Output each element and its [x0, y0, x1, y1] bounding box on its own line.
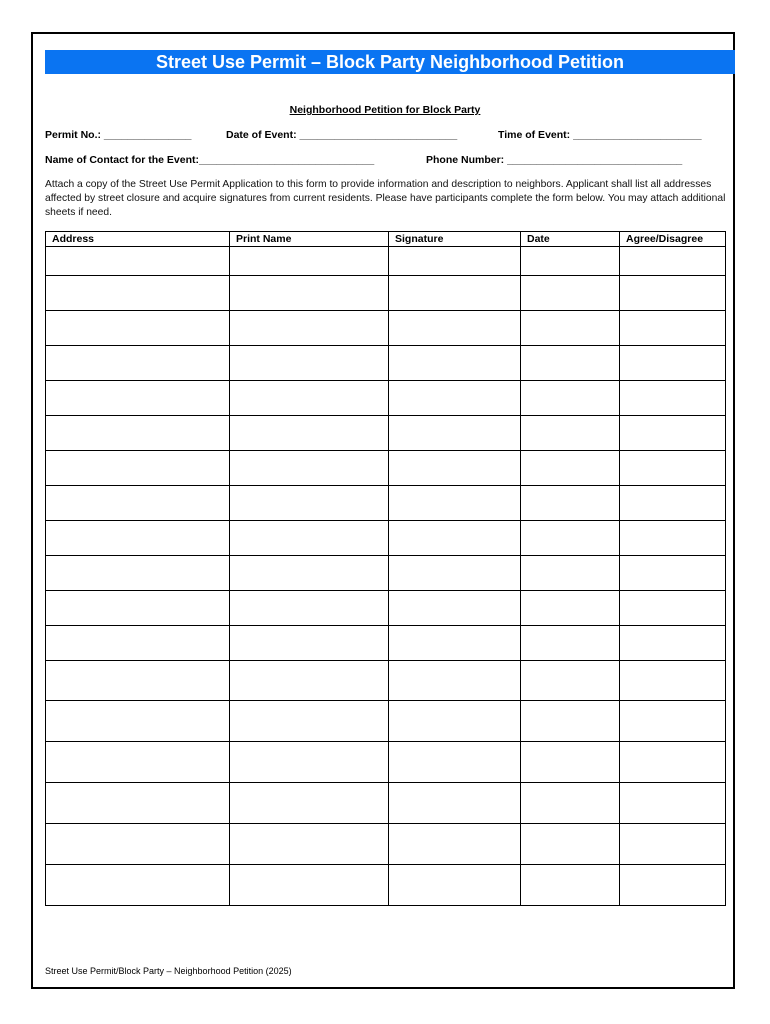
signature-cell[interactable] — [389, 824, 521, 865]
petition-table — [45, 231, 726, 906]
column-header-signature: Signature — [389, 232, 521, 247]
table-row — [46, 824, 726, 865]
date-cell[interactable] — [521, 311, 620, 346]
signature-cell[interactable] — [389, 783, 521, 824]
address-cell[interactable] — [46, 742, 230, 783]
date-cell[interactable] — [521, 701, 620, 742]
address-cell[interactable] — [46, 486, 230, 521]
agree-disagree-cell[interactable] — [620, 556, 726, 591]
table-row — [46, 521, 726, 556]
address-cell[interactable] — [46, 276, 230, 311]
date-cell[interactable] — [521, 824, 620, 865]
signature-cell[interactable] — [389, 865, 521, 906]
print-name-cell[interactable] — [230, 556, 389, 591]
address-cell[interactable] — [46, 783, 230, 824]
signature-cell[interactable] — [389, 486, 521, 521]
print-name-cell[interactable] — [230, 701, 389, 742]
date-cell[interactable] — [521, 451, 620, 486]
signature-cell[interactable] — [389, 311, 521, 346]
agree-disagree-cell[interactable] — [620, 521, 726, 556]
agree-disagree-cell[interactable] — [620, 626, 726, 661]
column-header-print-name: Print Name — [230, 232, 389, 247]
date-cell[interactable] — [521, 381, 620, 416]
table-row — [46, 276, 726, 311]
print-name-cell[interactable] — [230, 381, 389, 416]
agree-disagree-cell[interactable] — [620, 701, 726, 742]
column-header-agree-disagree: Agree/Disagree — [620, 232, 726, 247]
signature-cell[interactable] — [389, 626, 521, 661]
address-cell[interactable] — [46, 311, 230, 346]
table-row — [46, 416, 726, 451]
page-footer: Street Use Permit/Block Party – Neighborhood Petition (2025) — [45, 966, 292, 976]
date-cell[interactable] — [521, 247, 620, 276]
date-of-event-field[interactable]: Date of Event: ___________________________ — [226, 129, 458, 141]
agree-disagree-cell[interactable] — [620, 486, 726, 521]
table-header-row — [46, 232, 726, 247]
date-cell[interactable] — [521, 276, 620, 311]
date-cell[interactable] — [521, 486, 620, 521]
address-cell[interactable] — [46, 381, 230, 416]
signature-cell[interactable] — [389, 701, 521, 742]
print-name-cell[interactable] — [230, 626, 389, 661]
date-cell[interactable] — [521, 416, 620, 451]
date-cell[interactable] — [521, 626, 620, 661]
address-cell[interactable] — [46, 521, 230, 556]
address-cell[interactable] — [46, 865, 230, 906]
table-row — [46, 556, 726, 591]
print-name-cell[interactable] — [230, 311, 389, 346]
table-row — [46, 346, 726, 381]
agree-disagree-cell[interactable] — [620, 346, 726, 381]
print-name-cell[interactable] — [230, 451, 389, 486]
date-cell[interactable] — [521, 783, 620, 824]
print-name-cell[interactable] — [230, 416, 389, 451]
date-cell[interactable] — [521, 591, 620, 626]
print-name-cell[interactable] — [230, 521, 389, 556]
signature-cell[interactable] — [389, 381, 521, 416]
agree-disagree-cell[interactable] — [620, 276, 726, 311]
signature-cell[interactable] — [389, 346, 521, 381]
table-row — [46, 591, 726, 626]
date-cell[interactable] — [521, 742, 620, 783]
signature-cell[interactable] — [389, 247, 521, 276]
column-header-address: Address — [46, 232, 230, 247]
print-name-cell[interactable] — [230, 824, 389, 865]
contact-name-field[interactable]: Name of Contact for the Event:______________________________ — [45, 154, 375, 166]
table-row — [46, 311, 726, 346]
table-row — [46, 626, 726, 661]
agree-disagree-cell[interactable] — [620, 742, 726, 783]
date-cell[interactable] — [521, 556, 620, 591]
print-name-cell[interactable] — [230, 865, 389, 906]
table-row — [46, 486, 726, 521]
address-cell[interactable] — [46, 626, 230, 661]
signature-cell[interactable] — [389, 521, 521, 556]
address-cell[interactable] — [46, 824, 230, 865]
form-subtitle: Neighborhood Petition for Block Party — [289, 104, 481, 116]
address-cell[interactable] — [46, 416, 230, 451]
print-name-cell[interactable] — [230, 346, 389, 381]
instructions-text: Attach a copy of the Street Use Permit Application to this form to provide information and description to neighbors. Applicant shall list all addresses affected by street closure and acquire signatures from current residents. Please have participants complete the form below. You may attach additional sheets if need. — [45, 179, 726, 218]
permit-number-field[interactable]: Permit No.: _______________ — [45, 129, 192, 141]
agree-disagree-cell[interactable] — [620, 247, 726, 276]
agree-disagree-cell[interactable] — [620, 591, 726, 626]
print-name-cell[interactable] — [230, 783, 389, 824]
print-name-cell[interactable] — [230, 276, 389, 311]
signature-cell[interactable] — [389, 591, 521, 626]
table-row — [46, 742, 726, 783]
agree-disagree-cell[interactable] — [620, 311, 726, 346]
signature-cell[interactable] — [389, 556, 521, 591]
table-row — [46, 865, 726, 906]
agree-disagree-cell[interactable] — [620, 865, 726, 906]
address-cell[interactable] — [46, 591, 230, 626]
address-cell[interactable] — [46, 247, 230, 276]
table-row — [46, 701, 726, 742]
date-cell[interactable] — [521, 661, 620, 701]
signature-cell[interactable] — [389, 416, 521, 451]
address-cell[interactable] — [46, 701, 230, 742]
date-cell[interactable] — [521, 346, 620, 381]
signature-cell[interactable] — [389, 276, 521, 311]
address-cell[interactable] — [46, 346, 230, 381]
agree-disagree-cell[interactable] — [620, 381, 726, 416]
date-cell[interactable] — [521, 865, 620, 906]
table-row — [46, 247, 726, 276]
address-cell[interactable] — [46, 451, 230, 486]
agree-disagree-cell[interactable] — [620, 661, 726, 701]
table-row — [46, 451, 726, 486]
print-name-cell[interactable] — [230, 486, 389, 521]
print-name-cell[interactable] — [230, 742, 389, 783]
table-row — [46, 783, 726, 824]
print-name-cell[interactable] — [230, 247, 389, 276]
agree-disagree-cell[interactable] — [620, 451, 726, 486]
agree-disagree-cell[interactable] — [620, 416, 726, 451]
phone-number-field[interactable]: Phone Number: ______________________________ — [426, 154, 683, 166]
agree-disagree-cell[interactable] — [620, 824, 726, 865]
table-row — [46, 661, 726, 701]
time-of-event-field[interactable]: Time of Event: ______________________ — [498, 129, 702, 141]
print-name-cell[interactable] — [230, 661, 389, 701]
signature-cell[interactable] — [389, 451, 521, 486]
date-cell[interactable] — [521, 521, 620, 556]
page-title: Street Use Permit – Block Party Neighborhood Petition — [45, 50, 735, 74]
signature-cell[interactable] — [389, 661, 521, 701]
signature-cell[interactable] — [389, 742, 521, 783]
print-name-cell[interactable] — [230, 591, 389, 626]
address-cell[interactable] — [46, 556, 230, 591]
table-row — [46, 381, 726, 416]
column-header-date: Date — [521, 232, 620, 247]
address-cell[interactable] — [46, 661, 230, 701]
agree-disagree-cell[interactable] — [620, 783, 726, 824]
